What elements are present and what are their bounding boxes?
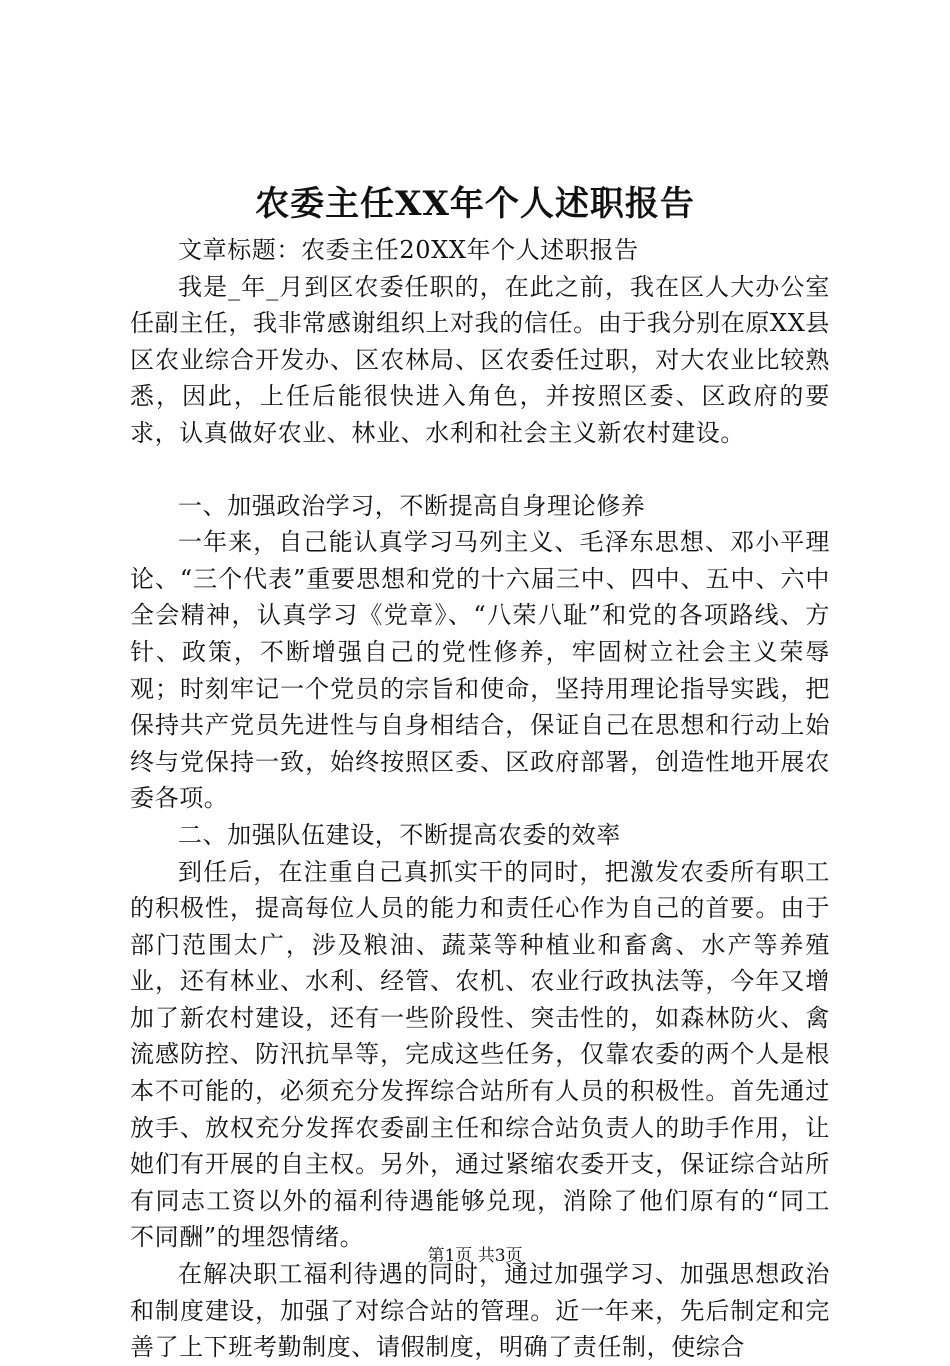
intro-paragraph: 我是_年_月到区农委任职的，在此之前，我在区人大办公室任副主任，我非常感谢组织上对我的信任。由于我分别在原XX县区农业综合开发办、区农林局、区农委任过职，对大农业比较熟悉，因此，上任后能很快进入角色，并按照区委、区政府的要求，认真做好农业、林业、水利和社会主义新农村建设。 (130, 272, 830, 447)
section-1-paragraph: 一年来，自己能认真学习马列主义、毛泽东思想、邓小平理论、“三个代表”重要思想和党的十六届三中、四中、五中、六中全会精神，认真学习《党章》、“八荣八耻”和党的各项路线、方针、政策，不断增强自己的党性修养，牢固树立社会主义荣辱观；时刻牢记一个党员的宗旨和使命，坚持用理论指导实践，把保持共产党员先进性与自身相结合，保证自己在思想和行动上始终与党保持一致，始终按照区委、区政府部署，创造性地开展农委各项。 (130, 528, 830, 813)
section-2-paragraph: 到任后，在注重自己真抓实干的同时，把激发农委所有职工的积极性，提高每位人员的能力和责任心作为自己的首要。由于部门范围太广，涉及粮油、蔬菜等种植业和畜禽、水产等养殖业，还有林业、水利、经管、农机、农业行政执法等，今年又增加了新农村建设，还有一些阶段性、突击性的，如森林防火、禽流感防控、防汛抗旱等，完成这些任务，仅靠农委的两个人是根本不可能的，必须充分发挥综合站所有人员的积极性。首先通过放手、放权充分发挥农委副主任和综合站负责人的助手作用，让她们有开展的自主权。另外，通过紧缩农委开支，保证综合站所有同志工资以外的福利待遇能够兑现，消除了他们原有的“同工不同酬”的埋怨情绪。 (130, 857, 830, 1252)
document-body (130, 232, 830, 1366)
document-title: 农委主任XX年个人述职报告 (255, 184, 695, 224)
article-title-line: 文章标题：农委主任20XX年个人述职报告 (178, 236, 639, 264)
section-2-paragraph-continued: 在解决职工福利待遇的同时，通过加强学习、加强思想政治和制度建设，加强了对综合站的管理。近一年来，先后制定和完善了上下班考勤制度、请假制度，明确了责任制，使综合 (130, 1260, 830, 1362)
section-heading-2: 二、加强队伍建设，不断提高农委的效率 (178, 820, 621, 849)
page-footer: 第1页 共3页 (427, 1246, 523, 1266)
section-heading-1: 一、加强政治学习，不断提高自身理论修养 (178, 491, 646, 520)
